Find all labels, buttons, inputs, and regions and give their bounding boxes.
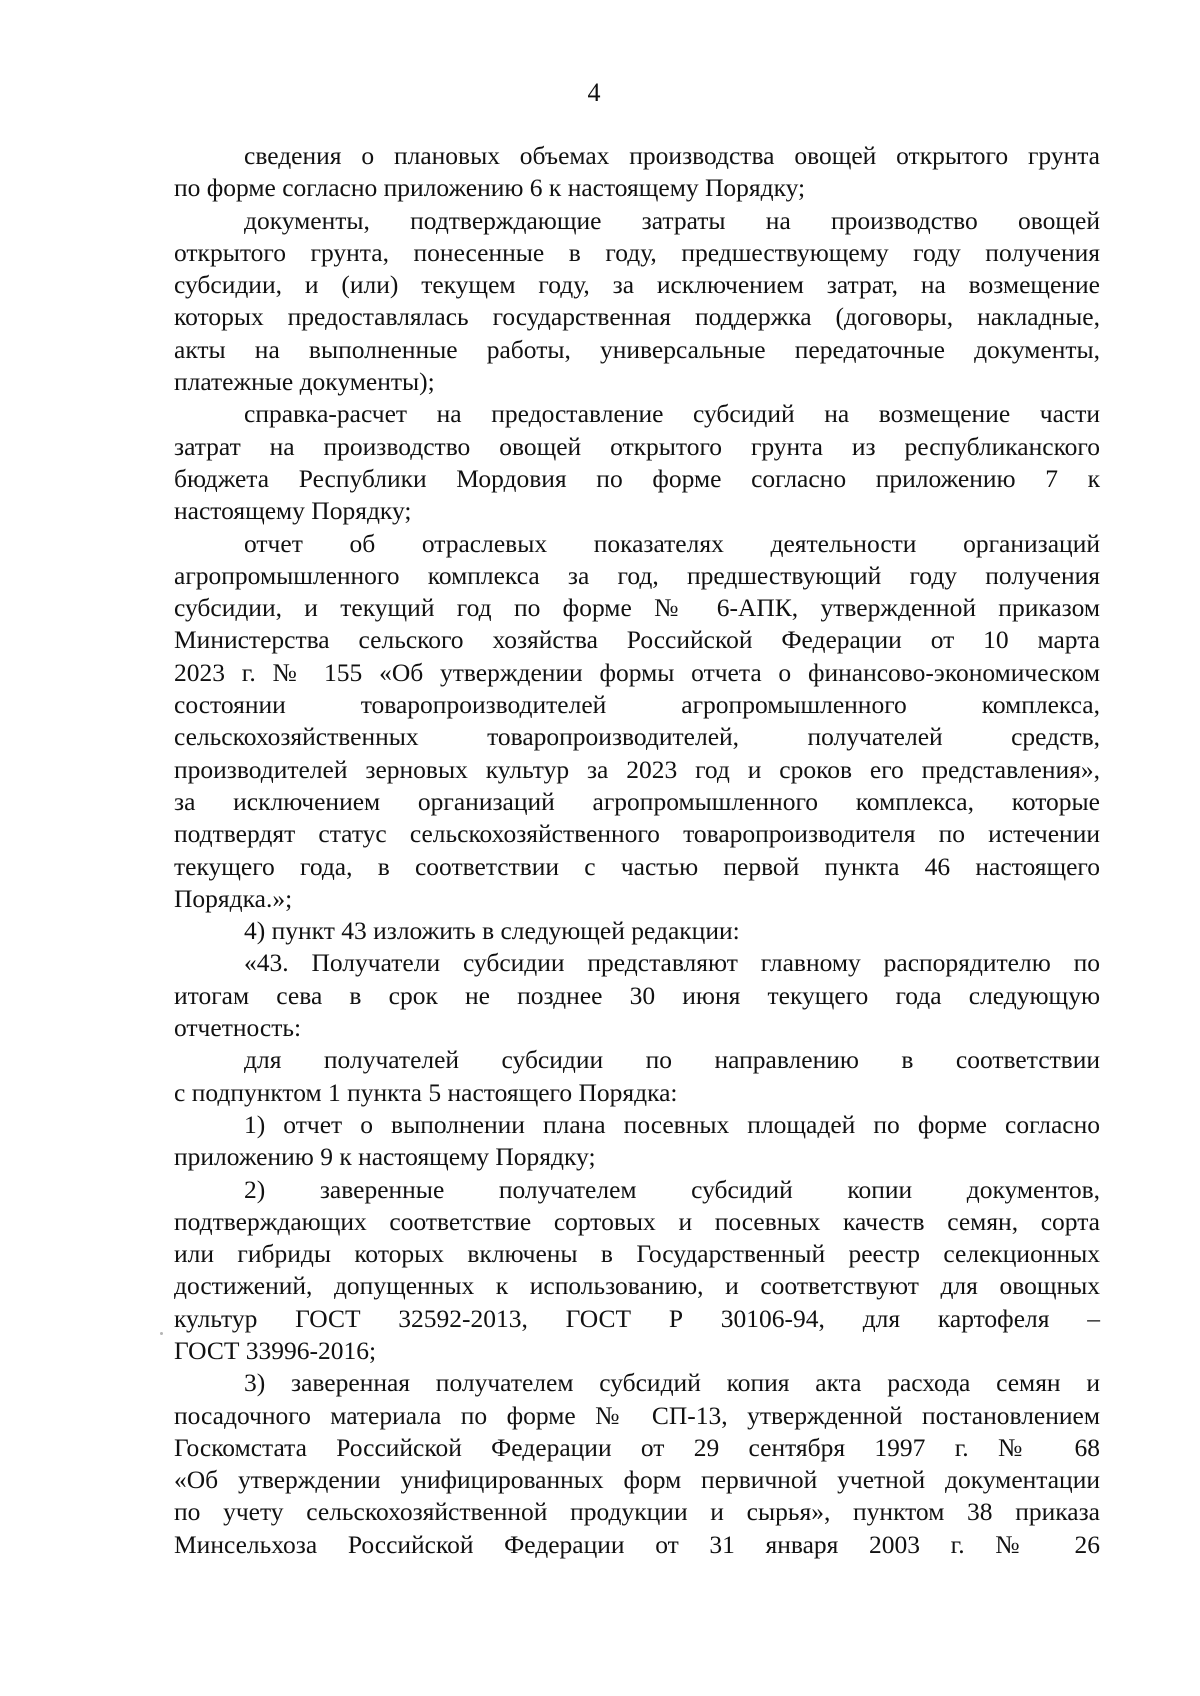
text-line: акты на выполненные работы, универсальные передаточные документы,	[174, 334, 1100, 364]
text-line: справка-расчет на предоставление субсидий на возмещение части	[244, 399, 1100, 429]
text-line: по учету сельскохозяйственной продукции и сырья», пунктом 38 приказа	[174, 1497, 1100, 1527]
text-line: производителей зерновых культур за 2023 год и сроков его представления»,	[174, 754, 1100, 784]
paragraph	[174, 528, 1100, 916]
text-line: сельскохозяйственных товаропроизводителей, получателей средств,	[174, 722, 1100, 752]
text-line: 2) заверенные получателем субсидий копии документов,	[244, 1174, 1100, 1204]
paragraph	[174, 140, 1100, 205]
text-line: «43. Получатели субсидии представляют главному распорядителю по	[244, 948, 1100, 978]
text-line: для получателей субсидии по направлению в соответствии	[244, 1045, 1100, 1075]
text-line: субсидии, и (или) текущем году, за исключением затрат, на возмещение	[174, 270, 1100, 300]
text-line: платежные документы);	[174, 367, 435, 397]
text-line: достижений, допущенных к использованию, и соответствуют для овощных	[174, 1271, 1100, 1301]
text-line: 4) пункт 43 изложить в следующей редакции:	[244, 916, 740, 946]
text-line: с подпунктом 1 пункта 5 настоящего Порядка:	[174, 1077, 678, 1107]
text-line: 1) отчет о выполнении плана посевных площадей по форме согласно	[244, 1109, 1100, 1139]
paragraph	[174, 205, 1100, 399]
document-body	[174, 140, 1100, 1561]
text-line: настоящему Порядку;	[174, 496, 412, 526]
text-line: отчет об отраслевых показателях деятельности организаций	[244, 528, 1100, 558]
text-line: текущего года, в соответствии с частью первой пункта 46 настоящего	[174, 851, 1100, 881]
text-line: приложению 9 к настоящему Порядку;	[174, 1142, 596, 1172]
text-line: 2023 г. № 155 «Об утверждении формы отчета о финансово-экономическом	[174, 657, 1100, 687]
paragraph	[174, 1109, 1100, 1174]
text-line: Минсельхоза Российской Федерации от 31 января 2003 г. № 26	[174, 1529, 1100, 1559]
text-line: открытого грунта, понесенные в году, предшествующему году получения	[174, 237, 1100, 267]
paragraph	[174, 398, 1100, 527]
text-line: посадочного материала по форме № СП-13, утвержденной постановлением	[174, 1400, 1100, 1430]
text-line: ГОСТ 33996-2016;	[174, 1335, 377, 1365]
text-line: состоянии товаропроизводителей агропромышленного комплекса,	[174, 690, 1100, 720]
text-line: отчетность:	[174, 1013, 302, 1043]
text-line: культур ГОСТ 32592-2013, ГОСТ Р 30106-94, для картофеля –	[174, 1303, 1100, 1333]
text-line: затрат на производство овощей открытого грунта из республиканского	[174, 431, 1100, 461]
text-line: агропромышленного комплекса за год, предшествующий году получения	[174, 560, 1100, 590]
paragraph	[174, 1367, 1100, 1561]
paragraph	[174, 1174, 1100, 1368]
text-line: подтвердят статус сельскохозяйственного товаропроизводителя по истечении	[174, 819, 1100, 849]
text-line: Госкомстата Российской Федерации от 29 сентября 1997 г. № 68	[174, 1432, 1100, 1462]
text-line: итогам сева в срок не позднее 30 июня текущего года следующую	[174, 980, 1100, 1010]
text-line: 3) заверенная получателем субсидий копия акта расхода семян и	[244, 1368, 1100, 1398]
paragraph	[174, 947, 1100, 1044]
text-line: которых предоставлялась государственная поддержка (договоры, накладные,	[174, 302, 1100, 332]
text-line: бюджета Республики Мордовия по форме согласно приложению 7 к	[174, 463, 1100, 493]
text-line: Министерства сельского хозяйства Российской Федерации от 10 марта	[174, 625, 1100, 655]
text-line: субсидии, и текущий год по форме № 6-АПК, утвержденной приказом	[174, 593, 1100, 623]
text-line: сведения о плановых объемах производства овощей открытого грунта	[244, 141, 1100, 170]
scan-speck	[160, 1332, 163, 1335]
text-line: за исключением организаций агропромышленного комплекса, которые	[174, 786, 1100, 816]
paragraph	[174, 915, 1100, 947]
text-line: по форме согласно приложению 6 к настоящему Порядку;	[174, 173, 806, 203]
paragraph	[174, 1044, 1100, 1109]
text-line: «Об утверждении унифицированных форм первичной учетной документации	[174, 1465, 1100, 1495]
text-line: документы, подтверждающие затраты на производство овощей	[244, 205, 1100, 235]
text-line: подтверждающих соответствие сортовых и посевных качеств семян, сорта	[174, 1206, 1100, 1236]
page-number: 4	[587, 78, 601, 107]
text-line: или гибриды которых включены в Государственный реестр селекционных	[174, 1239, 1100, 1269]
text-line: Порядка.»;	[174, 883, 293, 913]
